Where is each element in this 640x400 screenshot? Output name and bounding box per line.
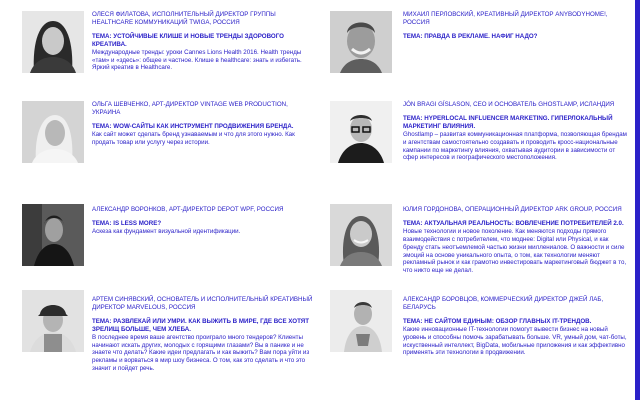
speaker-topic: ТЕМА: HYPERLOCAL INFLUENCER MARKETING. ГИПЕРЛОКАЛЬНЫЙ МАРКЕТИНГ ВЛИЯНИЯ. bbox=[403, 114, 613, 130]
speaker-description: Международные тренды: уроки Cannes Lions Health 2016. Health тренды «там» и «здесь»: общее и частное. Клише в healthcare: знать и избегать. Яркий креатив в Healthcare. bbox=[92, 48, 302, 72]
speaker-description: В последнее время ваше агентство проиграло много тендеров? Клиенты начинают искать других, молодых с горящими глазами? Вы в панике и не знаете что делать? Какие идеи предлагать и как выжить? Вам пора уйти из рекламы и ворваться в мир шоу бизнеса. О том, как это сделать и что это значит и пойдет речь. bbox=[92, 333, 310, 373]
speaker-topic: ТЕМА: УСТОЙЧИВЫЕ КЛИШЕ И НОВЫЕ ТРЕНДЫ ЗДОРОВОГО КРЕАТИВА. bbox=[92, 32, 284, 48]
speaker-name: ОЛЬГА ШЕВЧЕНКО, АРТ-ДИРЕКТОР VINTAGE WEB PRODUCTION, УКРАИНА bbox=[92, 101, 288, 116]
speaker-photo bbox=[22, 101, 84, 163]
portrait-man-casual-icon bbox=[330, 290, 392, 352]
speaker-photo bbox=[330, 290, 392, 352]
speaker-description: Как сайт может сделать бренд узнаваемым и что для этого нужно. Как продать товар или услугу через истории. bbox=[92, 130, 295, 146]
speaker-topic: ТЕМА: IS LESS MORE? bbox=[92, 219, 162, 227]
speaker-topic: ТЕМА: НЕ САЙТОМ ЕДИНЫМ: ОБЗОР ГЛАВНЫХ IT-ТРЕНДОВ. bbox=[403, 317, 592, 325]
portrait-man-smiling-icon bbox=[330, 11, 392, 73]
speaker-name: АЛЕКСАНДР БОРОВЦОВ, КОММЕРЧЕСКИЙ ДИРЕКТОР ДЖЕЙ ЛАБ, БЕЛАРУСЬ bbox=[403, 296, 604, 311]
speaker-topic: ТЕМА: ПРАВДА В РЕКЛАМЕ. НАФИГ НАДО? bbox=[403, 32, 538, 40]
speaker-name: АРТЕМ СИНЯВСКИЙ, ОСНОВАТЕЛЬ И ИСПОЛНИТЕЛЬНЫЙ КРЕАТИВНЫЙ ДИРЕКТОР MARVELOUS, РОССИЯ bbox=[92, 296, 313, 311]
speaker-topic: ТЕМА: РАЗВЛЕКАЙ ИЛИ УМРИ. КАК ВЫЖИТЬ В МИРЕ, ГДЕ ВСЕ ХОТЯТ ЗРЕЛИЩ БОЛЬШЕ, ЧЕМ ХЛЕБА. bbox=[92, 317, 309, 333]
speaker-photo bbox=[330, 204, 392, 266]
speaker-photo bbox=[22, 290, 84, 352]
speaker-text bbox=[92, 206, 317, 236]
portrait-woman-dark-hair-icon bbox=[22, 11, 84, 73]
speaker-name: МИХАИЛ ПЕРЛОВСКИЙ, КРЕАТИВНЫЙ ДИРЕКТОР ANYBODYHOME!, РОССИЯ bbox=[403, 11, 608, 26]
speaker-text bbox=[92, 101, 317, 147]
speaker-description: Новые технологии и новое поколение. Как меняются подходы прямого взаимодействия с потребителем, что моднее: Digital или Physical, и как бренду стать неотъемлемой частью жизни миллениалов. О важности и силе эмоций на основе уникального опыта, о том, как технологии меняют рекламный рынок и как грамотно инвестировать маркетинговый бюджет в то, что никто еще не делал. bbox=[403, 227, 627, 275]
speaker-text bbox=[403, 11, 628, 41]
speaker-description: Какие инновационные IT-технологии помогут вывести бизнес на новый уровень и способны помочь зарабатывать больше. VR, умный дом, чат-боты, искуственный интеллект, BigData, мобильные приложения и как эффективно применять эти технологии в продвижении. bbox=[403, 325, 627, 357]
portrait-woman-long-hair-icon bbox=[330, 204, 392, 266]
speaker-text bbox=[403, 206, 628, 275]
speaker-photo bbox=[330, 101, 392, 163]
portrait-man-cap-icon bbox=[22, 290, 84, 352]
speaker-photo bbox=[22, 11, 84, 73]
speaker-description: Аскеза как фундамент визуальной идентификации. bbox=[92, 227, 241, 235]
speaker-topic: ТЕМА: АКТУАЛЬНАЯ РЕАЛЬНОСТЬ: ВОВЛЕЧЕНИЕ ПОТРЕБИТЕЛЕЙ 2.0. bbox=[403, 219, 624, 227]
speaker-topic: ТЕМА: WOW-САЙТЫ КАК ИНСТРУМЕНТ ПРОДВИЖЕНИЯ БРЕНДА. bbox=[92, 122, 294, 130]
page-edge-accent bbox=[635, 0, 640, 400]
portrait-woman-blonde-icon bbox=[22, 101, 84, 163]
speaker-text bbox=[92, 11, 317, 72]
speaker-photo bbox=[330, 11, 392, 73]
speaker-name: JÓN BRAGI GÍSLASON, CEO И ОСНОВАТЕЛЬ GHOSTLAMP, ИСЛАНДИЯ bbox=[403, 101, 615, 108]
speaker-name: АЛЕКСАНДР ВОРОНКОВ, АРТ-ДИРЕКТОР DEPOT WPF, РОССИЯ bbox=[92, 206, 284, 213]
speaker-text bbox=[403, 101, 628, 162]
speaker-text bbox=[403, 296, 628, 357]
speaker-photo bbox=[22, 204, 84, 266]
speaker-name: ЮЛИЯ ГОРДОНОВА, ОПЕРАЦИОННЫЙ ДИРЕКТОР ARK GROUP, РОССИЯ bbox=[403, 206, 622, 213]
speaker-description: Ghostlamp – развитая коммуникационная платформа, позволяющая брендам и агентствам самостоятельно создавать и проводить кросс-национальные кампании по маркетингу влияния, охватывая аудитории в зависимости от сфер интересов и географического местоположения. bbox=[403, 130, 627, 162]
speaker-text bbox=[92, 296, 317, 373]
speaker-name: ОЛЕСЯ ФИЛАТОВА, ИСПОЛНИТЕЛЬНЫЙ ДИРЕКТОР ГРУППЫ HEALTHCARE КОММУНИКАЦИЙ TWIGA, РОССИЯ bbox=[92, 11, 276, 26]
portrait-man-glasses-icon bbox=[330, 101, 392, 163]
portrait-man-dark-icon bbox=[22, 204, 84, 266]
